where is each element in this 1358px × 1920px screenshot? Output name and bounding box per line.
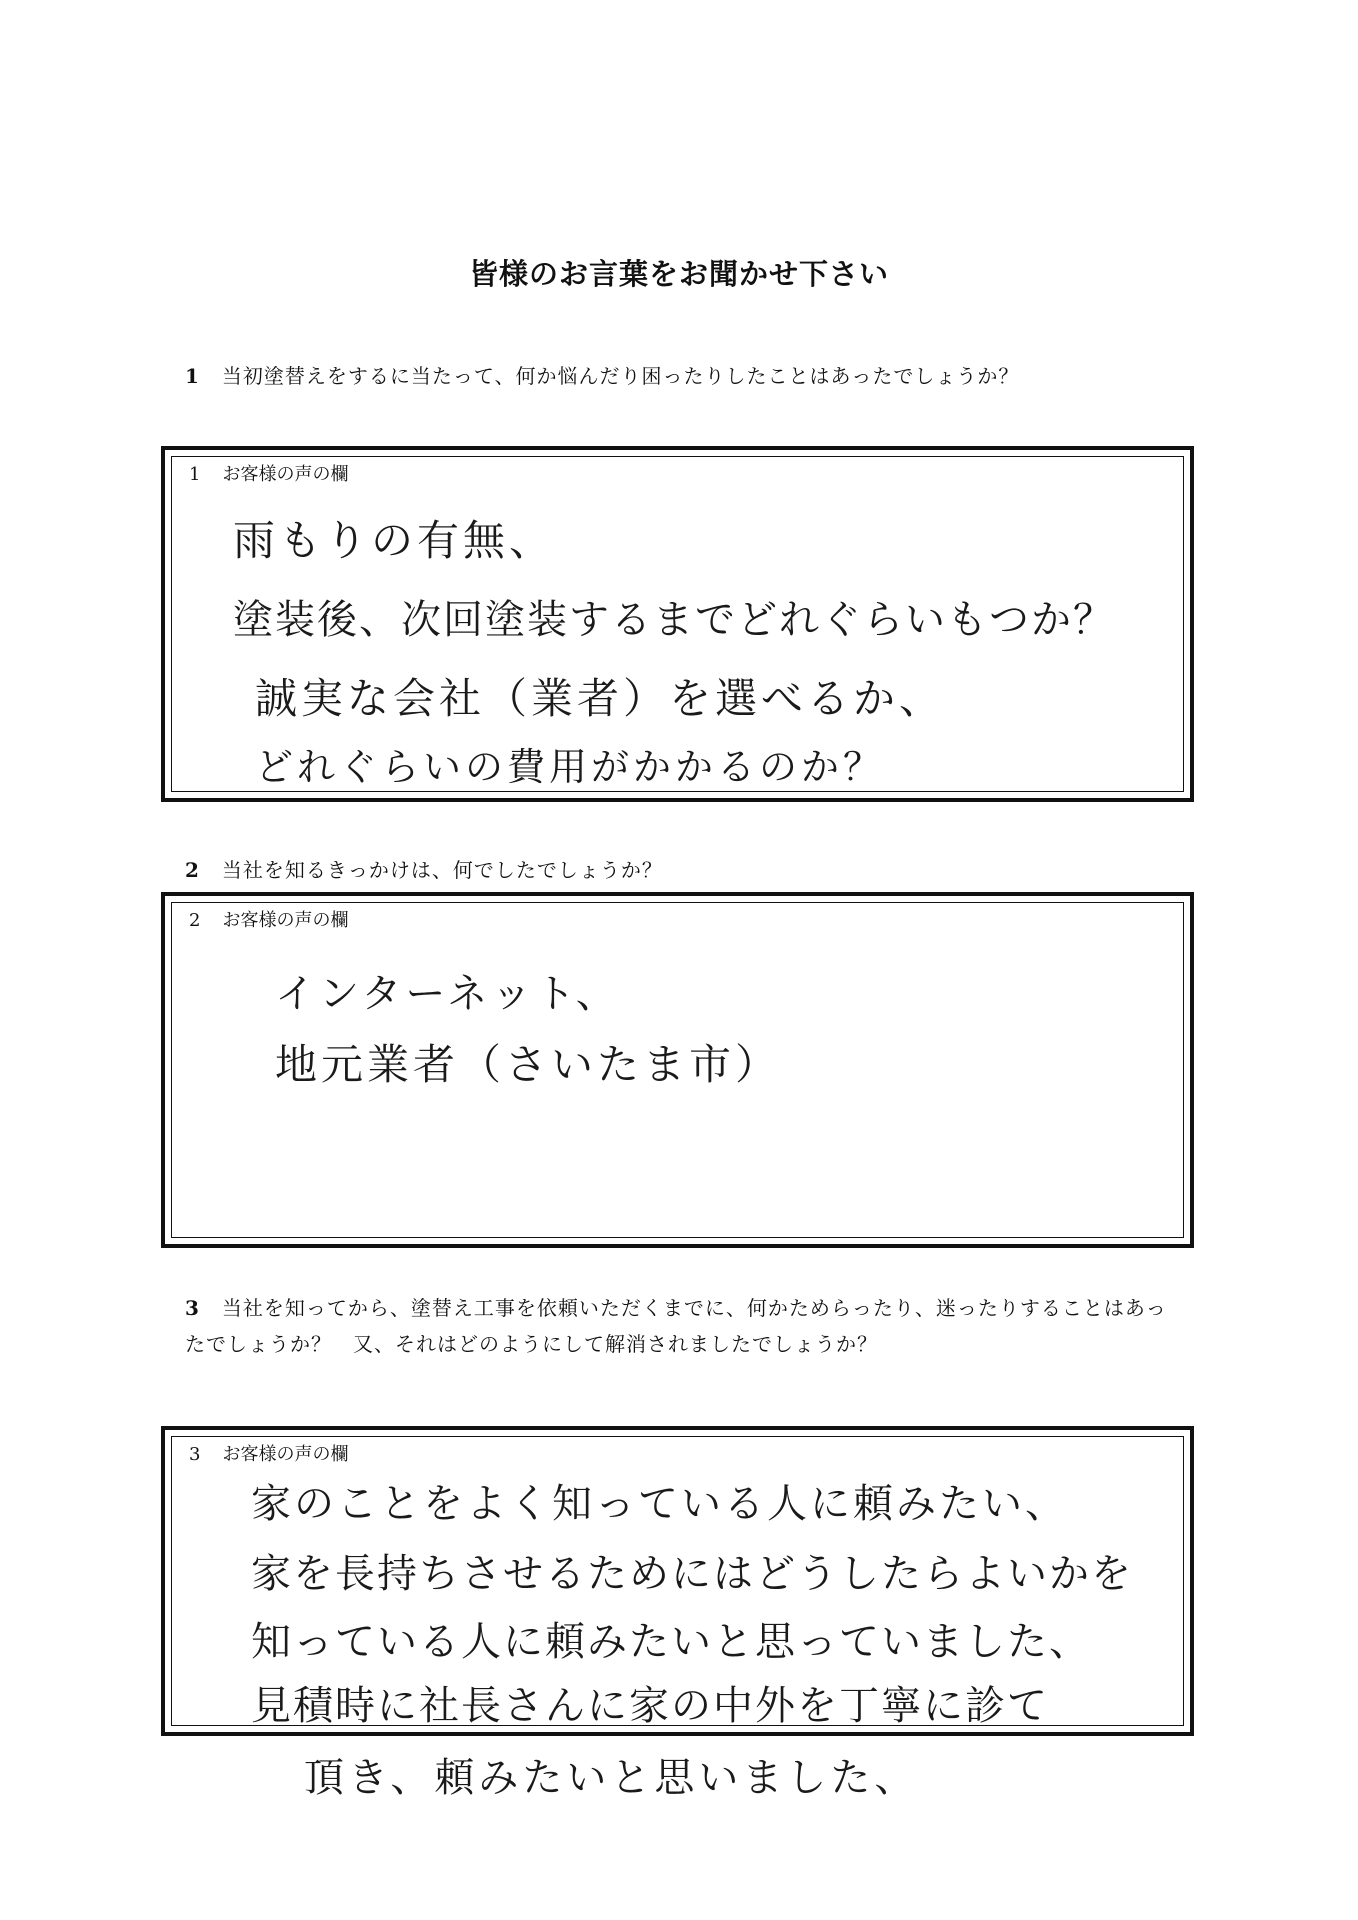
question-1 [185,358,1175,394]
answer-box-label-text: お客様の声の欄 [222,910,349,931]
question-number: 2 [185,858,200,882]
answer-box-2 [161,892,1194,1248]
answer-line: 知っている人に頼みたいと思っていました、 [251,1619,1091,1665]
answer-line: 地元業者（さいたま市） [275,1040,782,1089]
question-number: 3 [185,1296,200,1320]
answer-box-label-text: お客様の声の欄 [222,1444,349,1465]
answer-line: 塗装後、次回塗装するまでどれぐらいもつか？ [233,597,1115,643]
question-2 [185,852,1175,888]
answer-overflow-line: 頂き、頼みたいと思いました、 [304,1755,919,1801]
answer-box-3 [161,1426,1194,1736]
answer-box-label [189,906,348,932]
answer-box-label [189,1440,348,1466]
answer-box-label-text: お客様の声の欄 [222,464,349,485]
page-title: 皆様のお言葉をお聞かせ下さい [468,257,889,291]
answer-line: 見積時に社長さんに家の中外を丁寧に診て [251,1683,1049,1729]
answer-line: 家のことをよく知っている人に頼みたい、 [251,1481,1068,1527]
question-text: 当社を知ってから、塗替え工事を依頼いただくまでに、何かためらったり、迷ったりすることはあったでしょうか？ 又、それはどのようにして解消されましたでしょうか？ [185,1296,1167,1356]
answer-box-1 [161,446,1194,802]
answer-box-number: 3 [189,1444,201,1465]
answer-line: 雨もりの有無、 [233,516,556,565]
answer-line: どれぐらいの費用がかかるのか？ [255,745,886,789]
question-number: 1 [185,364,200,388]
question-text: 当社を知るきっかけは、何でしたでしょうか？ [221,858,663,882]
question-3 [185,1290,1175,1362]
answer-line: 家を長持ちさせるためにはどうしたらよいかを [251,1551,1133,1597]
answer-line: インターネット、 [275,971,620,1017]
answer-box-number: 1 [189,464,201,485]
answer-line: 誠実な会社（業者）を選べるか、 [255,674,946,723]
answer-box-label [189,460,348,486]
question-text: 当初塗替えをするに当たって、何か悩んだり困ったりしたことはあったでしょうか？ [221,364,1020,388]
answer-box-number: 2 [189,910,201,931]
